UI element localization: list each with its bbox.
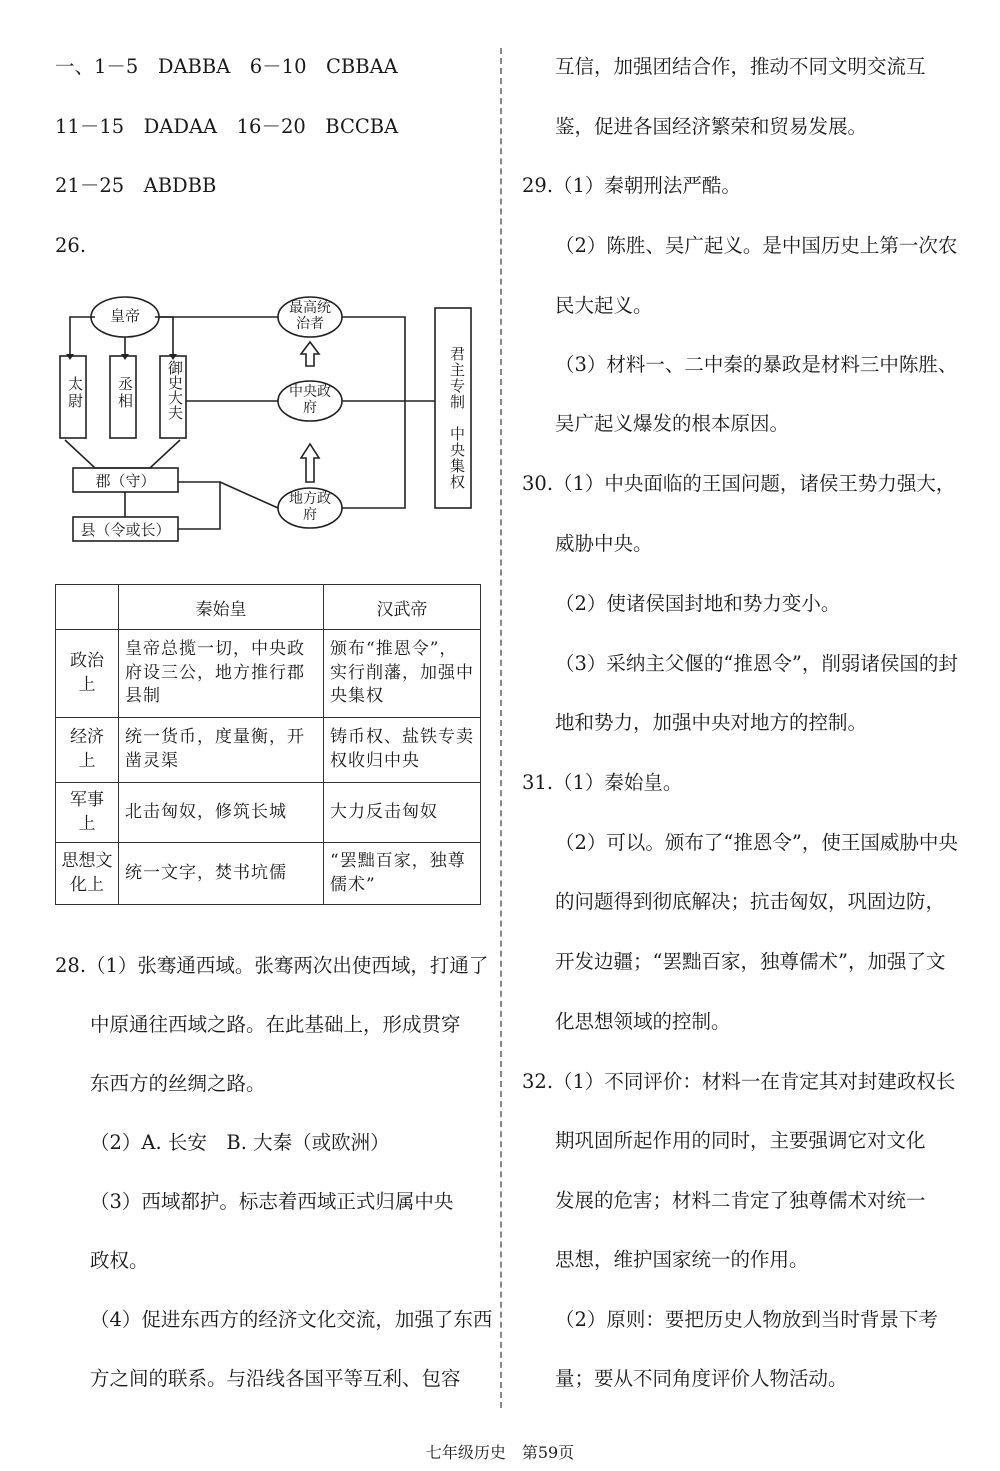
q28-line-6: 政权。	[90, 1249, 149, 1272]
q28-line-3: 东西方的丝绸之路。	[90, 1072, 266, 1095]
right-line-1: 互信，加强团结合作，推动不同文明交流互	[555, 55, 926, 78]
right-line-2: 鉴，促进各国经济繁荣和贸易发展。	[555, 115, 868, 138]
column-divider	[500, 48, 502, 1408]
question-26-label: 26.	[55, 234, 87, 257]
answer-line-2: 11－15 DADAA 16－20 BCCBA	[55, 115, 399, 138]
jun-node: 郡（守）	[95, 472, 156, 490]
han-cell: 颁布“推恩令”，实行削藩，加强中央集权	[324, 630, 481, 718]
table-header-qin: 秦始皇	[119, 585, 324, 630]
yushi-node: 御史大夫	[166, 360, 184, 420]
taiwei-node: 太尉	[66, 376, 84, 410]
q28-line-8: 方之间的联系。与沿线各国平等互利、包容	[90, 1367, 461, 1390]
comparison-table	[55, 584, 481, 905]
right-line-16: 开发边疆；“罢黜百家，独尊儒术”，加强了文	[555, 950, 946, 973]
row-label: 政治上	[56, 630, 119, 718]
q28-line-2: 中原通往西域之路。在此基础上，形成贯穿	[90, 1013, 461, 1036]
chengxiang-node: 丞相	[116, 376, 134, 410]
q28-line-4: （2）A. 长安 B. 大秦（或欧洲）	[90, 1131, 390, 1154]
han-cell: 大力反击匈奴	[324, 783, 481, 843]
right-line-3: 29.（1）秦朝刑法严酷。	[522, 174, 741, 197]
right-line-18: 32.（1）不同评价：材料一在肯定其对封建政权长	[522, 1070, 956, 1093]
right-line-4: （2）陈胜、吴广起义。是中国历史上第一次农	[555, 234, 958, 257]
right-line-17: 化思想领域的控制。	[555, 1010, 731, 1033]
central-gov-node: 中央政府	[289, 384, 331, 417]
row-label: 经济上	[56, 718, 119, 783]
right-line-5: 民大起义。	[555, 294, 653, 317]
right-line-14: （2）可以。颁布了“推恩令”，使王国威胁中央	[555, 831, 958, 854]
q28-line-1: 28.（1）张骞通西域。张骞两次出使西域，打通了	[55, 954, 489, 977]
table-header-han: 汉武帝	[324, 585, 481, 630]
qin-cell: 统一货币，度量衡，开凿灵渠	[119, 718, 324, 783]
right-line-7: 吴广起义爆发的根本原因。	[555, 412, 790, 435]
right-line-20: 发展的危害；材料二肯定了独尊儒术对统一	[555, 1189, 926, 1212]
right-line-10: （2）使诸侯国封地和势力变小。	[555, 592, 841, 615]
right-line-22: （2）原则：要把历史人物放到当时背景下考	[555, 1308, 938, 1331]
system-label: 君主专制 中央集权	[448, 346, 466, 490]
answer-line-1: 一、1－5 DABBA 6－10 CBBAA	[55, 55, 398, 78]
highest-ruler-node: 最高统治者	[289, 300, 331, 333]
right-line-9: 威胁中央。	[555, 532, 653, 555]
table-header-corner	[56, 585, 119, 630]
emperor-node: 皇帝	[109, 307, 140, 325]
han-cell: 铸币权、盐铁专卖权收归中央	[324, 718, 481, 783]
q28-line-7: （4）促进东西方的经济文化交流，加强了东西	[90, 1308, 493, 1331]
han-cell: “罢黜百家，独尊儒术”	[324, 843, 481, 905]
local-gov-node: 地方政府	[289, 491, 331, 524]
right-line-11: （3）采纳主父偃的“推恩令”，削弱诸侯国的封	[555, 652, 958, 675]
diagram-lines	[55, 286, 495, 556]
xian-node: 县（令或长）	[80, 521, 171, 539]
right-line-12: 地和势力，加强中央对地方的控制。	[555, 711, 868, 734]
answer-line-3: 21－25 ABDBB	[55, 174, 217, 197]
right-line-6: （3）材料一、二中秦的暴政是材料三中陈胜、	[555, 353, 958, 376]
row-label: 思想文化上	[56, 843, 119, 905]
qin-cell: 北击匈奴，修筑长城	[119, 783, 324, 843]
row-label: 军事上	[56, 783, 119, 843]
table-row	[56, 630, 481, 718]
qin-cell: 统一文字，焚书坑儒	[119, 843, 324, 905]
government-structure-diagram	[55, 286, 495, 556]
right-line-15: 的问题得到彻底解决；抗击匈奴，巩固边防，	[555, 890, 946, 913]
table-header-row	[56, 585, 481, 630]
table-row	[56, 718, 481, 783]
page-footer: 七年级历史 第59页	[425, 1443, 575, 1462]
right-line-21: 思想，维护国家统一的作用。	[555, 1248, 809, 1271]
right-line-8: 30.（1）中央面临的王国问题，诸侯王势力强大，	[522, 472, 956, 495]
right-line-23: 量；要从不同角度评价人物活动。	[555, 1367, 848, 1390]
qin-cell: 皇帝总揽一切，中央政府设三公，地方推行郡县制	[119, 630, 324, 718]
q28-line-5: （3）西域都护。标志着西域正式归属中央	[90, 1190, 454, 1213]
table-row	[56, 843, 481, 905]
right-line-19: 期巩固所起作用的同时，主要强调它对文化	[555, 1129, 926, 1152]
right-line-13: 31.（1）秦始皇。	[522, 771, 683, 794]
table-row	[56, 783, 481, 843]
